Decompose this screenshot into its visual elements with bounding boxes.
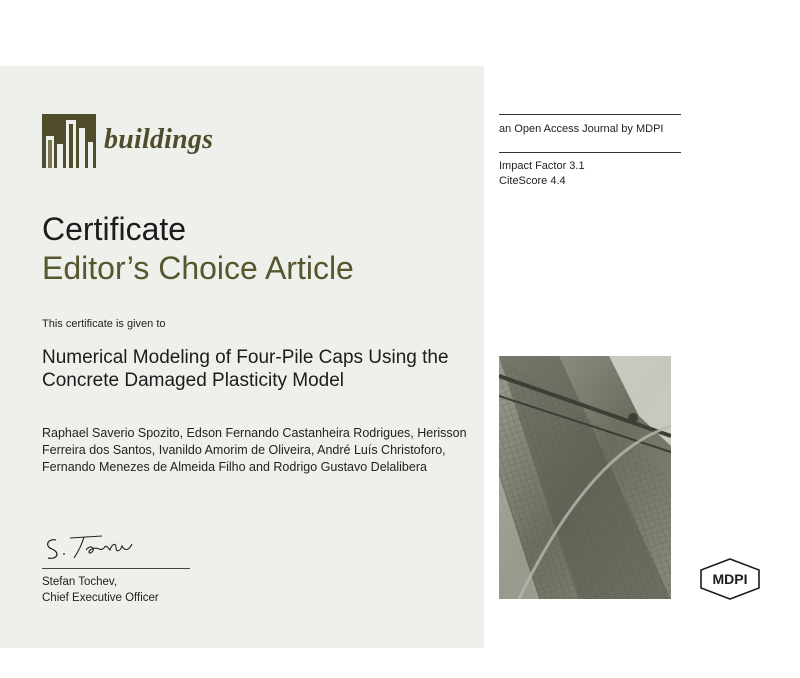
buildings-logo-icon <box>42 114 96 168</box>
signer-title: Chief Executive Officer <box>42 592 159 604</box>
mdpi-logo-icon <box>699 558 761 600</box>
certificate-title: Certificate <box>42 211 187 247</box>
signer-name: Stefan Tochev, <box>42 576 118 588</box>
signature-image <box>42 530 152 564</box>
signature-line <box>42 568 190 569</box>
impact-factor: Impact Factor 3.1 <box>499 160 585 172</box>
given-to-label: This certificate is given to <box>42 318 166 330</box>
citescore: CiteScore 4.4 <box>499 175 566 187</box>
article-title: Numerical Modeling of Four-Pile Caps Using the Concrete Damaged Plasticity Model <box>42 347 449 391</box>
cover-image-icon <box>499 356 671 599</box>
mid-divider <box>499 152 681 153</box>
journal-name: buildings <box>104 124 214 155</box>
certificate-subtitle: Editor’s Choice Article <box>42 250 354 286</box>
mdpi-logo-text: MDPI <box>712 571 748 587</box>
top-divider <box>499 114 681 115</box>
publisher-line: an Open Access Journal by MDPI <box>499 123 664 135</box>
article-authors: Raphael Saverio Spozito, Edson Fernando Castanheira Rodrigues, Herisson Ferreira dos Santos, Ivanildo Amorim de Oliveira, André Luís Christoforo, Fernando Menezes de Almeida Filho and Rodrigo Gustavo Delalibera <box>42 426 467 474</box>
